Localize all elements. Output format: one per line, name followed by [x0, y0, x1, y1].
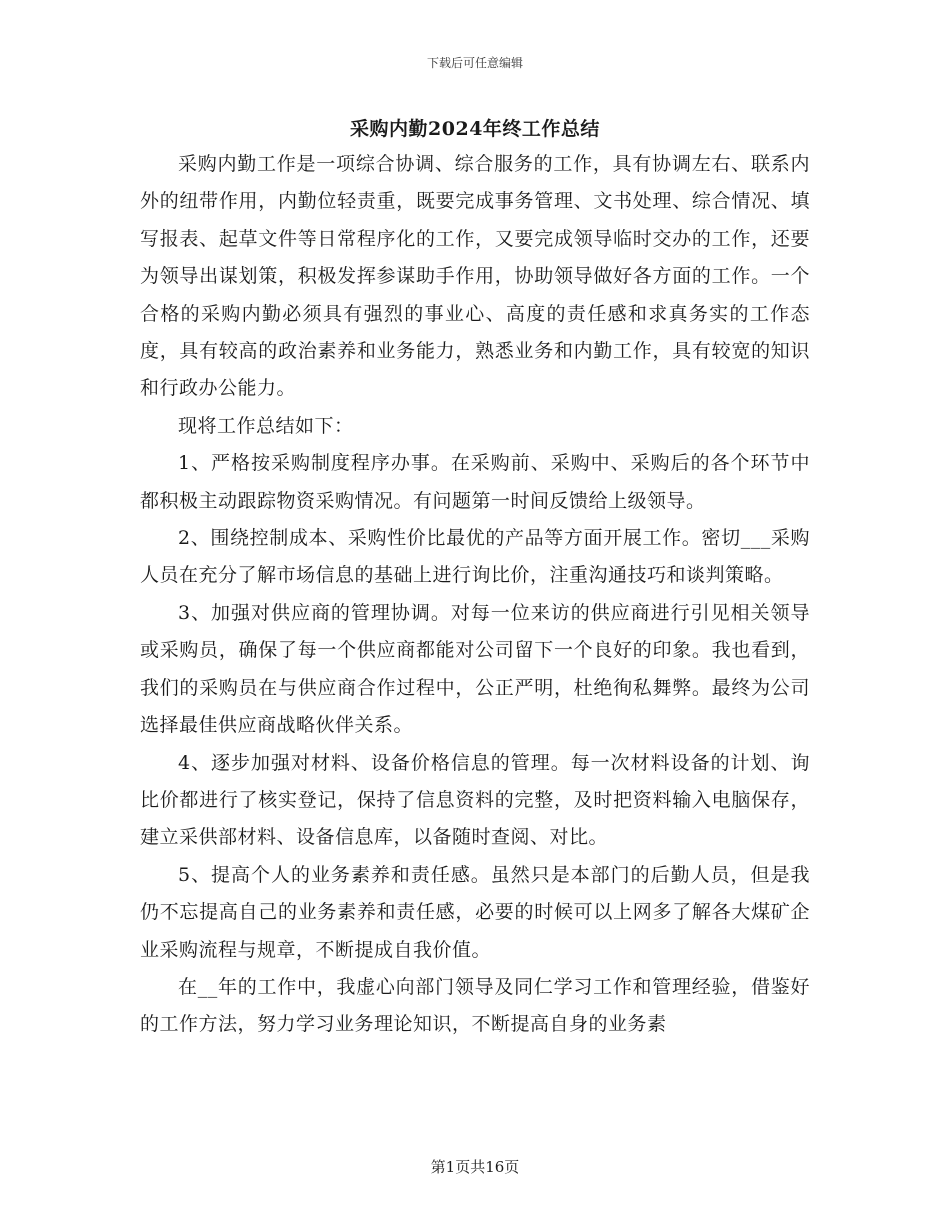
page-header-note: 下载后可任意编辑 — [426, 56, 523, 70]
document-title: 采购内勤2024年终工作总结 — [350, 118, 600, 140]
paragraph-item-2: 2、围绕控制成本、采购性价比最优的产品等方面开展工作。密切___采购人员在充分了解市场信息的基础上进行询比价，注重沟通技巧和谈判策略。 — [140, 527, 810, 587]
paragraph-item-1: 1、严格按采购制度程序办事。在采购前、采购中、采购后的各个环节中都积极主动跟踪物资采购情况。有问题第一时间反馈给上级领导。 — [140, 452, 810, 512]
paragraph-closing: 在__年的工作中，我虚心向部门领导及同仁学习工作和管理经验，借鉴好的工作方法，努力学习业务理论知识，不断提高自身的业务素 — [140, 975, 810, 1036]
paragraph-item-5: 5、提高个人的业务素养和责任感。虽然只是本部门的后勤人员，但是我仍不忘提高自己的业务素养和责任感，必要的时候可以上网多了解各大煤矿企业采购流程与规章，不断提成自我价值。 — [140, 863, 810, 961]
paragraph-item-3: 3、加强对供应商的管理协调。对每一位来访的供应商进行引见相关领导或采购员，确保了每一个供应商都能对公司留下一个良好的印象。我也看到，我们的采购员在与供应商合作过程中，公正严明，杜绝徇私舞弊。最终为公司选择最佳供应商战略伙伴关系。 — [140, 601, 810, 737]
document-body — [140, 146, 810, 1044]
page-number: 第1页共16页 — [430, 1158, 520, 1176]
paragraph-item-4: 4、逐步加强对材料、设备价格信息的管理。每一次材料设备的计划、询比价都进行了核实登记，保持了信息资料的完整，及时把资料输入电脑保存，建立采供部材料、设备信息库，以备随时查阅、对比。 — [140, 751, 810, 849]
paragraph-summary-lead: 现将工作总结如下： — [178, 414, 354, 437]
paragraph-intro: 采购内勤工作是一项综合协调、综合服务的工作，具有协调左右、联系内外的纽带作用，内勤位轻责重，既要完成事务管理、文书处理、综合情况、填写报表、起草文件等日常程序化的工作，又要完成领导临时交办的工作，还要为领导出谋划策，积极发挥参谋助手作用，协助领导做好各方面的工作。一个合格的采购内勤必须具有强烈的事业心、高度的责任感和求真务实的工作态度，具有较高的政治素养和业务能力，熟悉业务和内勤工作，具有较宽的知识和行政办公能力。 — [140, 153, 810, 400]
